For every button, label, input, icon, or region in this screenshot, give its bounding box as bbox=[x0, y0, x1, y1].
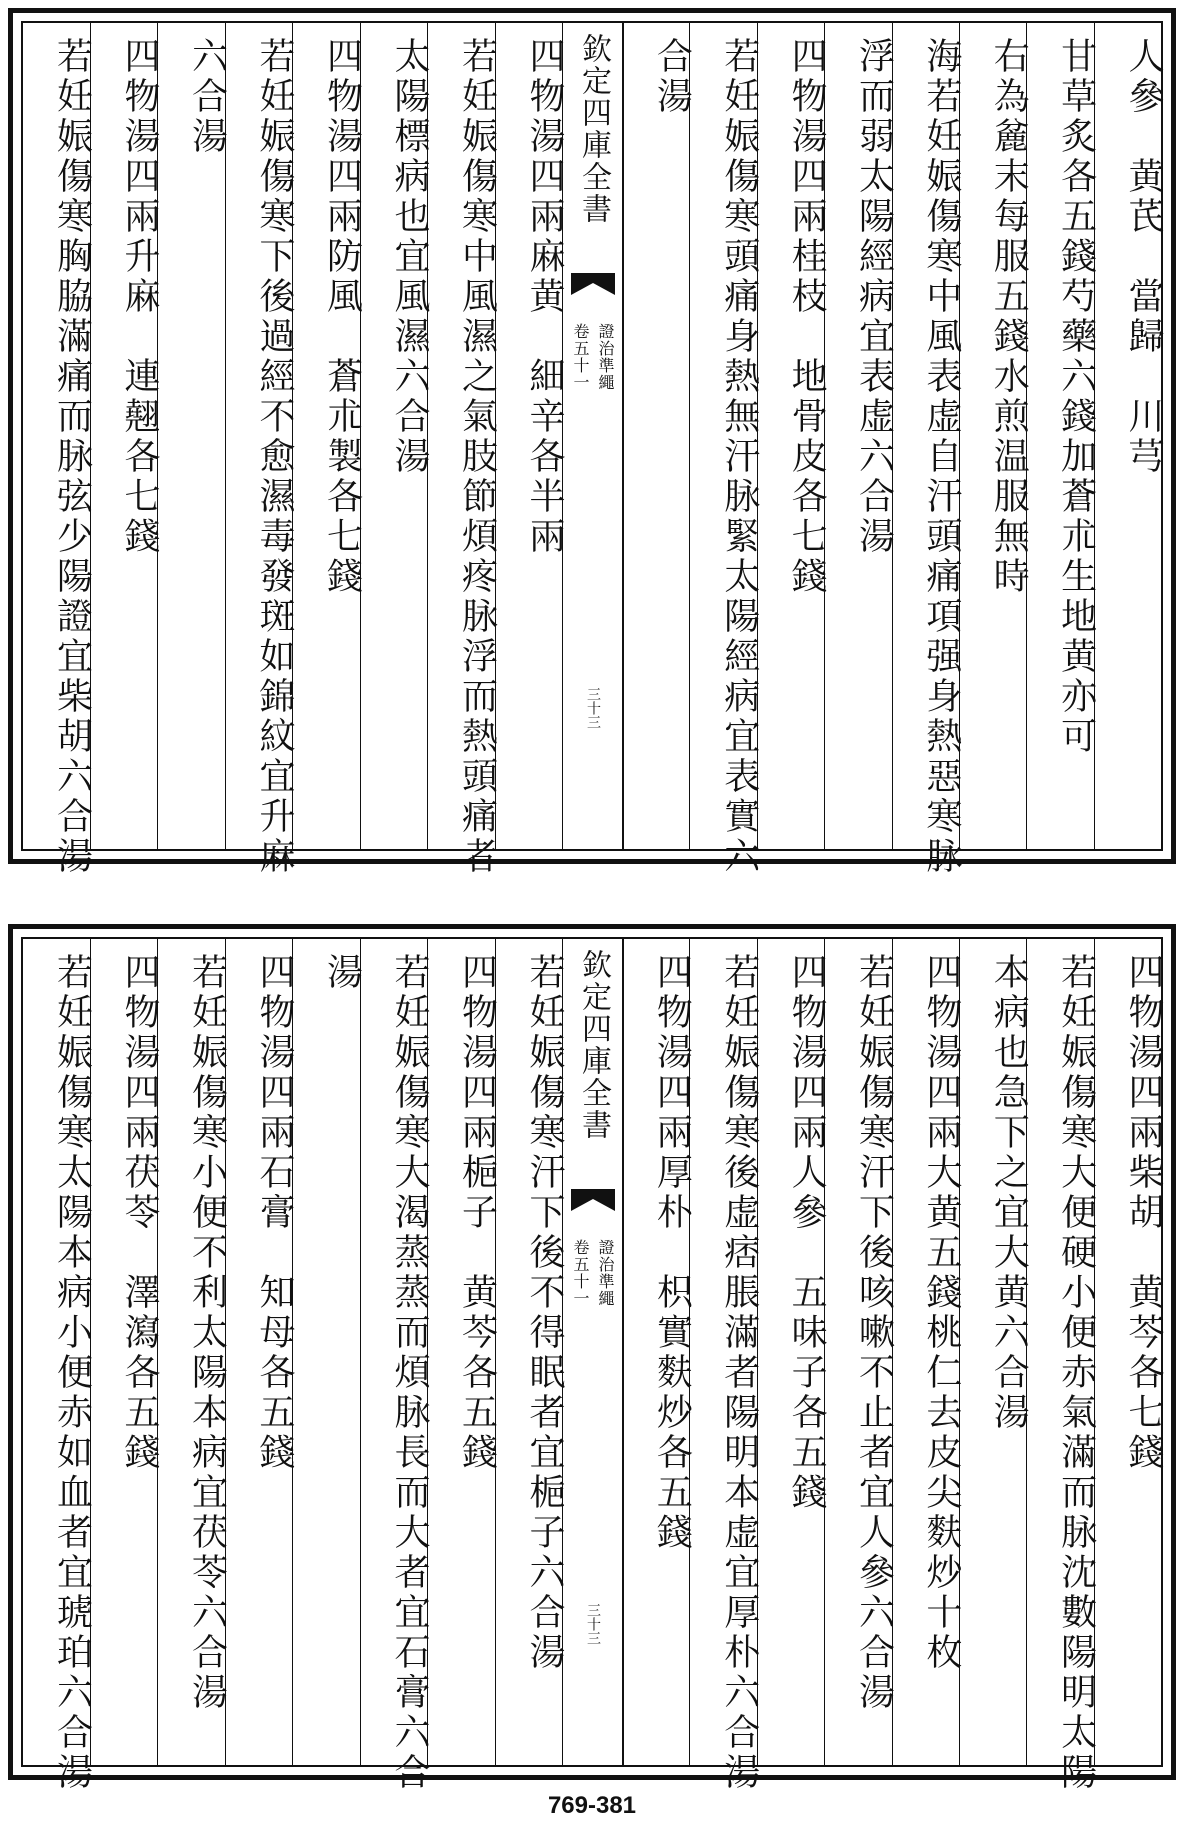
bottom-left-half bbox=[23, 939, 565, 1793]
text-column bbox=[225, 23, 295, 877]
bottom-page-frame bbox=[21, 937, 1164, 1793]
book-subtitle-volume: 卷五十一 bbox=[571, 323, 590, 391]
book-subtitle-name: 證治準繩 bbox=[596, 1239, 615, 1307]
page-footer-number: 769-381 bbox=[547, 1792, 637, 1819]
text-column bbox=[495, 23, 563, 849]
text-column bbox=[959, 23, 1030, 849]
text-column bbox=[1026, 939, 1097, 1793]
text-line: 四物湯四兩石膏 知母各五錢 bbox=[254, 953, 295, 1473]
text-column bbox=[757, 23, 828, 849]
center-fold-strip bbox=[562, 939, 624, 1765]
fish-tail-mark-icon bbox=[571, 1189, 615, 1211]
text-line: 四物湯四兩升麻 連翹各七錢 bbox=[119, 37, 160, 557]
top-page bbox=[8, 8, 1176, 877]
text-column bbox=[23, 939, 93, 1793]
text-column bbox=[157, 939, 228, 1765]
text-line: 右為麄末每服五錢水煎温服無時 bbox=[988, 37, 1030, 597]
text-column bbox=[892, 23, 962, 877]
text-line: 若妊娠傷寒中風濕之氣肢節煩疼脉浮而熱頭痛者 bbox=[456, 37, 498, 877]
text-line: 若妊娠傷寒大渴蒸蒸而煩脉長而大者宜石膏六合 bbox=[389, 953, 430, 1793]
text-line: 本病也急下之宜大黄六合湯 bbox=[988, 953, 1030, 1433]
text-line: 若妊娠傷寒大便硬小便赤氣滿而脉沈數陽明太陽 bbox=[1055, 953, 1097, 1793]
text-line: 若妊娠傷寒小便不利太陽本病宜茯苓六合湯 bbox=[186, 953, 228, 1713]
text-line: 四物湯四兩桂枝 地骨皮各七錢 bbox=[786, 37, 828, 597]
text-column bbox=[90, 939, 158, 1765]
text-line: 湯 bbox=[321, 953, 363, 993]
text-column bbox=[757, 939, 828, 1765]
text-column bbox=[892, 939, 962, 1765]
text-column bbox=[689, 23, 760, 877]
text-line: 浮而弱太陽經病宜表虚六合湯 bbox=[853, 37, 895, 557]
text-column bbox=[622, 23, 693, 849]
text-line: 四物湯四兩厚朴 枳實麩炒各五錢 bbox=[651, 953, 693, 1553]
text-line: 若妊娠傷寒太陽本病小便赤如血者宜琥珀六合湯 bbox=[51, 953, 93, 1793]
text-line: 甘草炙各五錢芍藥六錢加蒼朮生地黄亦可 bbox=[1055, 37, 1097, 757]
folio-number: 三十三 bbox=[585, 1603, 601, 1645]
text-line: 若妊娠傷寒下後過經不愈濕毒發斑如錦紋宜升麻 bbox=[254, 37, 295, 877]
text-column bbox=[360, 23, 428, 849]
text-column bbox=[292, 23, 363, 849]
text-column bbox=[1094, 23, 1164, 849]
top-right-half bbox=[622, 23, 1164, 877]
text-line: 太陽標病也宜風濕六合湯 bbox=[389, 37, 430, 477]
text-column bbox=[427, 939, 498, 1765]
text-line: 若妊娠傷寒汗下後咳嗽不止者宜人參六合湯 bbox=[853, 953, 895, 1713]
text-column bbox=[225, 939, 293, 1765]
text-column bbox=[157, 23, 228, 849]
text-line: 若妊娠傷寒汗下後不得眠者宜梔子六合湯 bbox=[524, 953, 565, 1673]
text-line: 海若妊娠傷寒中風表虚自汗頭痛項强身熱惡寒脉 bbox=[920, 37, 962, 877]
top-page-frame bbox=[21, 21, 1164, 877]
bottom-right-half bbox=[622, 939, 1164, 1793]
text-column bbox=[824, 939, 895, 1765]
text-line: 四物湯四兩柴胡 黄芩各七錢 bbox=[1123, 953, 1164, 1473]
text-line: 四物湯四兩大黄五錢桃仁去皮尖麩炒十枚 bbox=[920, 953, 962, 1673]
text-column bbox=[360, 939, 430, 1793]
text-line: 四物湯四兩防風 蒼朮製各七錢 bbox=[321, 37, 363, 597]
text-line: 合湯 bbox=[651, 37, 693, 117]
bottom-page bbox=[8, 924, 1176, 1793]
text-line: 若妊娠傷寒頭痛身熱無汗脉緊太陽經病宜表實六 bbox=[718, 37, 760, 877]
text-column bbox=[959, 939, 1030, 1765]
book-subtitle-name: 證治準繩 bbox=[596, 323, 615, 391]
text-line: 若妊娠傷寒後虚痞脹滿者陽明本虚宜厚朴六合湯 bbox=[718, 953, 760, 1793]
text-line: 人參 黄芪 當歸 川芎 bbox=[1123, 37, 1164, 477]
top-left-half bbox=[23, 23, 565, 877]
fish-tail-mark-icon bbox=[571, 273, 615, 295]
folio-number: 三十三 bbox=[585, 687, 601, 729]
text-line: 六合湯 bbox=[186, 37, 228, 157]
text-column bbox=[292, 939, 363, 1765]
text-line: 四物湯四兩茯苓 澤瀉各五錢 bbox=[119, 953, 160, 1473]
text-column bbox=[427, 23, 498, 877]
book-subtitle-volume: 卷五十一 bbox=[571, 1239, 590, 1307]
center-fold-strip bbox=[562, 23, 624, 849]
text-line: 若妊娠傷寒胸脇滿痛而脉弦少陽證宜柴胡六合湯 bbox=[51, 37, 93, 877]
text-column bbox=[495, 939, 563, 1765]
text-column bbox=[689, 939, 760, 1793]
text-column bbox=[622, 939, 693, 1765]
book-title: 欽定四庫全書 bbox=[576, 949, 611, 1141]
text-line: 四物湯四兩人參 五味子各五錢 bbox=[786, 953, 828, 1513]
text-column bbox=[23, 23, 93, 877]
text-column bbox=[824, 23, 895, 849]
text-line: 四物湯四兩梔子 黄芩各五錢 bbox=[456, 953, 498, 1473]
text-column bbox=[1094, 939, 1164, 1765]
book-title: 欽定四庫全書 bbox=[576, 33, 611, 225]
text-column bbox=[1026, 23, 1097, 849]
text-line: 四物湯四兩麻黄 細辛各半兩 bbox=[524, 37, 565, 557]
text-column bbox=[90, 23, 158, 849]
